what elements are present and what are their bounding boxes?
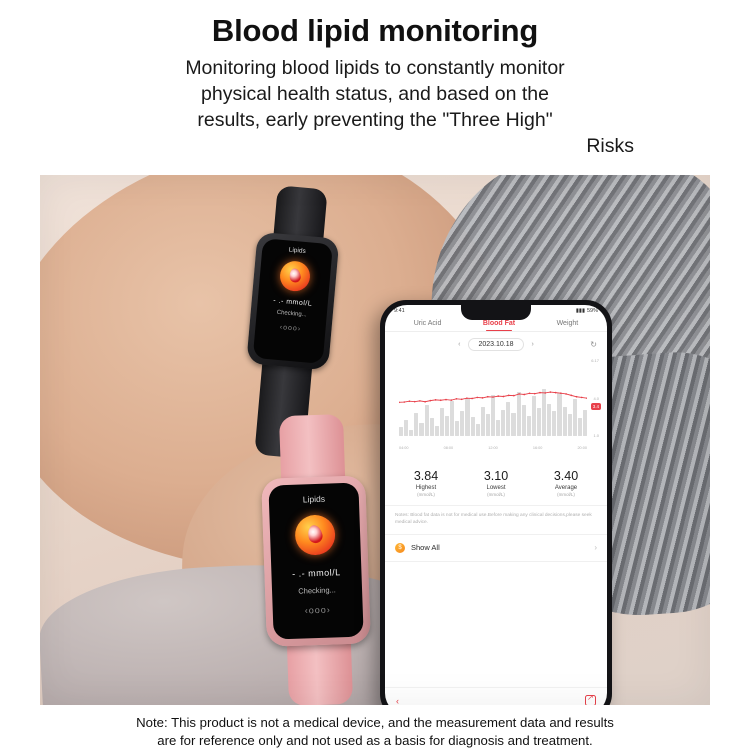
status-bar-time: 9:41	[394, 308, 405, 315]
show-all-row[interactable]	[385, 535, 607, 562]
stat-average	[554, 469, 578, 497]
coin-icon: $	[395, 543, 405, 553]
phone-notch	[461, 305, 531, 320]
x-tick-label: 04:00	[399, 446, 409, 451]
y-tick-top: 6.17	[591, 358, 599, 364]
footer-line-2: are for reference only and not used as a basis for diagnosis and treatment.	[157, 733, 593, 749]
smartwatch-pink	[257, 413, 377, 705]
next-day-button[interactable]: ›	[531, 341, 534, 349]
stat-lowest	[484, 469, 508, 497]
chart-x-axis	[393, 446, 599, 450]
subtitle-line-1: Monitoring blood lipids to constantly monitor	[185, 56, 565, 79]
stat-unit: (mmol/L)	[487, 492, 505, 498]
watch-lipid-value: - .- mmol/L	[272, 297, 313, 308]
footer-line-1: Note: This product is not a medical device, and the measurement data and results	[136, 715, 614, 731]
stat-label: Lowest	[486, 485, 506, 492]
watch-screen-title: Lipids	[288, 246, 306, 256]
subtitle-line-3: results, early preventing the "Three High"	[197, 108, 553, 131]
share-icon[interactable]	[585, 695, 596, 705]
footer-note	[0, 714, 750, 750]
watch-page-dots: ‹ooo›	[279, 324, 302, 334]
prev-day-button[interactable]: ‹	[458, 341, 461, 349]
page-title: Blood lipid monitoring	[211, 13, 539, 48]
show-all-label: Show All	[411, 543, 440, 553]
watch-lipid-value: - .- mmol/L	[292, 567, 341, 580]
chart-plot-area	[393, 358, 599, 446]
phone-screen	[385, 305, 607, 705]
product-photo	[40, 175, 710, 705]
watch-screen-title: Lipids	[302, 493, 326, 505]
watch-status-text: Checking...	[276, 309, 307, 319]
watch-screen-pink[interactable]	[268, 483, 363, 640]
refresh-icon[interactable]: ↻	[590, 340, 597, 350]
date-selector	[385, 332, 607, 356]
chart-line-series	[399, 362, 587, 432]
header	[0, 0, 750, 165]
smartphone	[380, 300, 612, 705]
tab-weight[interactable]: Weight	[556, 320, 579, 328]
blood-drop-icon	[279, 260, 312, 293]
watch-status-text: Checking...	[298, 585, 336, 596]
stat-value: 3.84	[413, 469, 439, 484]
subtitle-line-2: physical health status, and based on the	[201, 82, 549, 105]
stat-label: Average	[554, 485, 578, 492]
signal-icon: ▮▮▮	[575, 308, 585, 315]
watch-screen-black[interactable]	[253, 238, 333, 364]
stat-highest	[414, 469, 438, 497]
tab-uric-acid[interactable]: Uric Acid	[413, 320, 442, 328]
stat-value: 3.40	[553, 469, 579, 484]
battery-level: 59%	[586, 308, 598, 315]
blood-fat-chart[interactable]	[385, 356, 607, 460]
tab-blood-fat[interactable]: Blood Fat	[483, 320, 515, 331]
watch-case-black	[246, 232, 339, 371]
stat-value: 3.10	[483, 469, 509, 484]
x-tick-label: 20:00	[577, 446, 587, 451]
blood-drop-icon	[294, 515, 335, 556]
chart-current-badge: 3.4	[592, 404, 599, 410]
phone-bottom-bar	[385, 687, 607, 705]
current-date[interactable]: 2023.10.18	[468, 338, 523, 351]
x-tick-label: 16:00	[532, 446, 543, 451]
watch-case-pink	[261, 475, 371, 647]
chevron-right-icon: ›	[594, 543, 597, 553]
watch-page-dots: ‹ooo›	[304, 604, 331, 616]
y-tick-mid: 4.0	[593, 396, 599, 402]
stats-row	[385, 460, 607, 506]
medical-disclaimer: Notes: Blood fat data is not for medical use.Before making any clinical decisions,please seek medical advice.	[385, 506, 607, 534]
stat-unit: (mmol/L)	[417, 492, 435, 498]
x-tick-label: 12:00	[488, 446, 498, 451]
subtitle-line-4: Risks	[586, 135, 634, 158]
stat-unit: (mmol/L)	[557, 492, 575, 498]
back-button[interactable]: ‹	[396, 695, 399, 706]
x-tick-label: 08:00	[443, 446, 454, 451]
page-subtitle	[40, 55, 710, 160]
y-tick-bottom: 1.0	[593, 433, 599, 439]
stat-label: Highest	[415, 485, 437, 492]
